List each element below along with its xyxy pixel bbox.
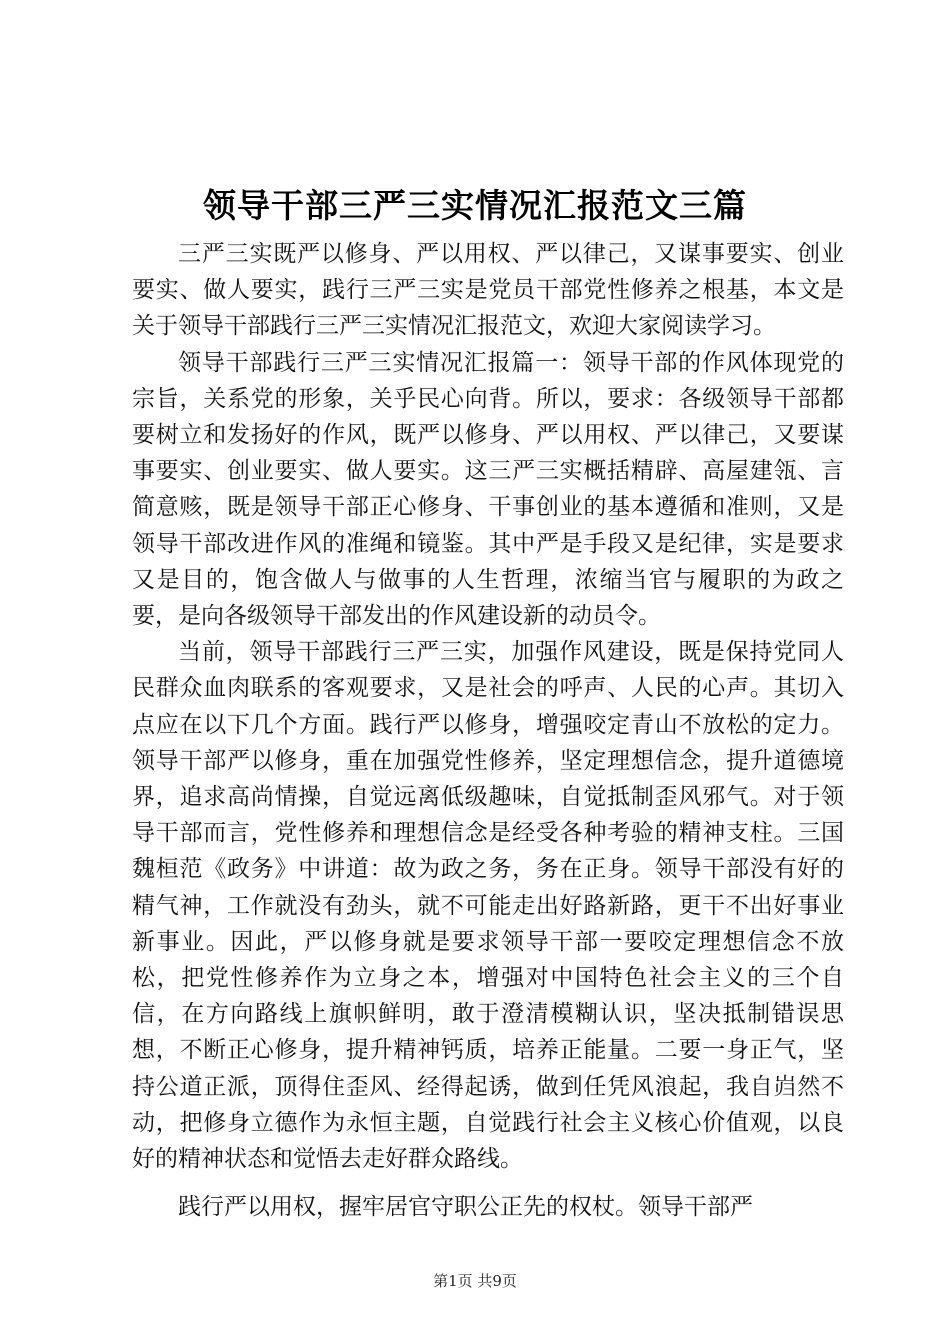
- document-body: [132, 236, 844, 1225]
- paragraph-part-one: 领导干部践行三严三实情况汇报篇一：领导干部的作风体现党的宗旨，关系党的形象，关乎民心向背。所以，要求：各级领导干部都要树立和发扬好的作风，既严以修身、严以用权、严以律己，又要谋事要实、创业要实、做人要实。这三严三实概括精辟、高屋建瓴、言简意赅，既是领导干部正心修身、干事创业的基本遵循和准则，又是领导干部改进作风的准绳和镜鉴。其中严是手段又是纪律，实是要求又是目的，饱含做人与做事的人生哲理，浓缩当官与履职的为政之要，是向各级领导干部发出的作风建设新的动员令。: [132, 349, 844, 630]
- paragraph-power: 践行严以用权，握牢居官守职公正先的权杖。领导干部严: [178, 1194, 753, 1221]
- page-number-footer: 第1页 共9页: [433, 1272, 517, 1290]
- document-title: 领导干部三严三实情况汇报范文三篇: [203, 186, 747, 225]
- paragraph-current: 当前，领导干部践行三严三实，加强作风建设，既是保持党同人民群众血肉联系的客观要求，又是社会的呼声、人民的心声。其切入点应在以下几个方面。践行严以修身，增强咬定青山不放松的定力。领导干部严以修身，重在加强党性修养，坚定理想信念，提升道德境界，追求高尚情操，自觉远离低级趣味，自觉抵制歪风邪气。对于领导干部而言，党性修养和理想信念是经受各种考验的精神支柱。三国魏桓范《政务》中讲道：故为政之务，务在正身。领导干部没有好的精气神，工作就没有劲头，就不可能走出好路新路，更干不出好事业新事业。因此，严以修身就是要求领导干部一要咬定理想信念不放松，把党性修养作为立身之本，增强对中国特色社会主义的三个自信，在方向路线上旗帜鲜明，敢于澄清模糊认识，坚决抵制错误思想，不断正心修身，提升精神钙质，培养正能量。二要一身正气，坚持公道正派，顶得住歪风、经得起诱，做到任凭风浪起，我自岿然不动，把修身立德作为永恒主题，自觉践行社会主义核心价值观，以良好的精神状态和觉悟去走好群众路线。: [132, 639, 844, 1173]
- paragraph-intro: 三严三实既严以修身、严以用权、严以律己，又谋事要实、创业要实、做人要实，践行三严三实是党员干部党性修养之根基，本文是关于领导干部践行三严三实情况汇报范文，欢迎大家阅读学习。: [132, 241, 844, 340]
